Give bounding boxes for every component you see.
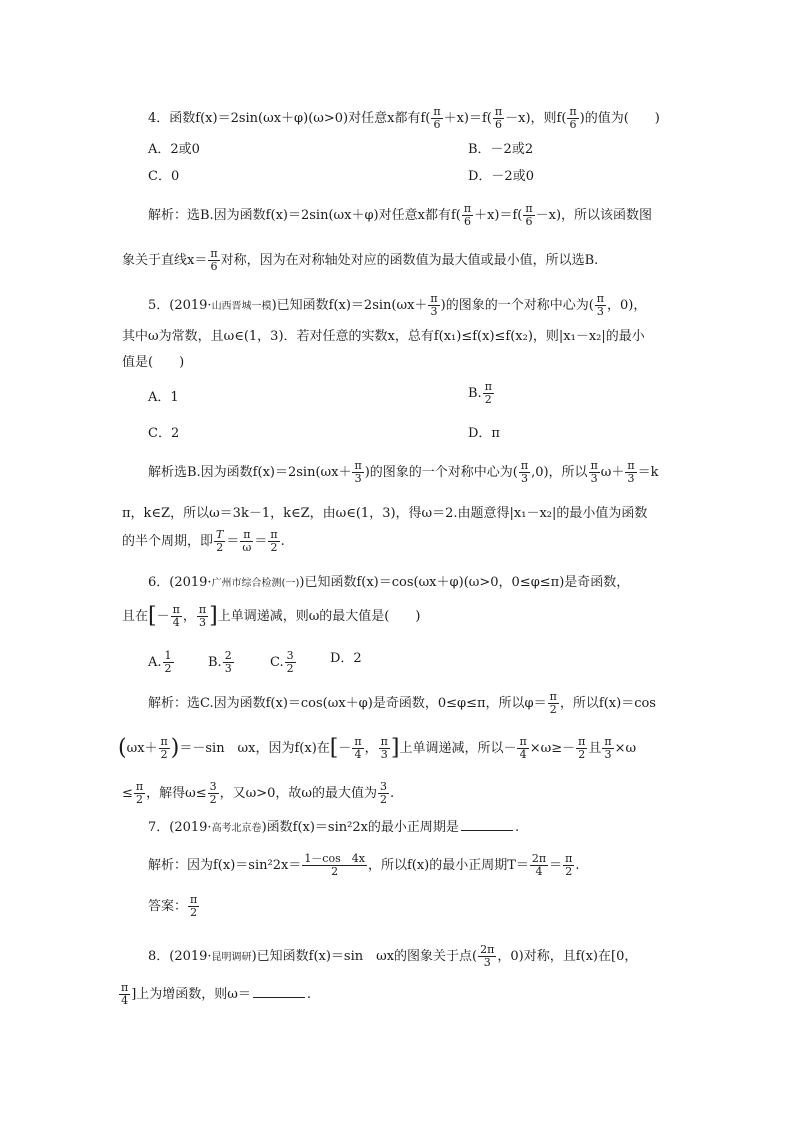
solution-text: 且	[588, 741, 602, 756]
q4-stem-text: )的值为( )	[579, 111, 660, 126]
fraction: $\frac{\pi}{3}$	[430, 292, 438, 318]
stem-text: ，0)，	[607, 298, 647, 313]
q6-solution-line-2	[118, 736, 636, 761]
q6-option-d: D．2	[330, 651, 362, 666]
fraction: $\frac{\pi}{2}$	[190, 893, 198, 919]
q5-solution-line-2: π，k∈Z，所以ω＝3k－1，k∈Z，由ω∈(1，3)，得ω＝2.由题意得|x₁－x₂|的最小值为函数	[122, 506, 648, 521]
solution-text: 解析选B.因为函数f(x)＝2sin(ωx＋	[148, 465, 352, 480]
stem-text: )函数f(x)＝sin²2x的最小正周期是	[261, 820, 459, 835]
stem-text: .	[306, 987, 312, 1002]
q7-solution	[148, 853, 580, 878]
fraction: $\frac{\pi}{2}$	[484, 380, 492, 406]
fraction: $\frac{\pi}{3}$	[198, 603, 207, 629]
fraction: $\frac{\pi}{3}$	[596, 292, 605, 318]
solution-text: ＝	[549, 858, 563, 873]
fraction: $\frac{\pi}{3}$	[380, 735, 388, 761]
solution-text: ＋x)＝f(	[474, 208, 523, 223]
q4-stem-text: f(x)＝2sin(ωx＋φ)(ω>0)对任意x都有f(	[195, 111, 431, 126]
solution-text: ，所以f(x)的最小正周期T＝	[367, 858, 529, 873]
solution-text: ＝	[226, 534, 240, 549]
fraction: $\frac{\pi}{6}$	[463, 202, 472, 228]
source-tag: 高考北京卷	[211, 823, 262, 834]
fraction: $\frac{\pi}{4}$	[354, 735, 362, 761]
fraction: $\frac{3}{2}$	[286, 649, 294, 675]
answer-label: 答案：	[148, 899, 188, 914]
stem-text: )已知函数f(x)＝2sin(ωx＋	[271, 298, 428, 313]
solution-text: 象关于直线x＝	[122, 253, 208, 268]
q5-option-d: D．π	[468, 426, 500, 441]
bracket-left: [	[148, 603, 157, 629]
fraction: $\frac{2\pi}{4}$	[531, 852, 547, 878]
solution-text: .	[390, 786, 395, 801]
source-tag: 广州市综合检测(一)	[211, 578, 300, 589]
q5-option-a: A．1	[148, 390, 179, 405]
q5-stem-line-3: 值是( )	[122, 355, 185, 370]
stem-text: )的图象的一个对称中心为(	[440, 298, 594, 313]
solution-text: ×ω≥－	[529, 741, 576, 756]
fraction: $\frac{\pi}{2}$	[270, 528, 278, 554]
solution-text: ，解得ω≤	[146, 786, 207, 801]
solution-text: )的图象的一个对称中心为(	[364, 465, 518, 480]
solution-text: 解析：选C.因为函数f(x)＝cos(ωx＋φ)是奇函数，0≤φ≤π，所以φ＝	[148, 696, 547, 711]
bracket-left: [	[329, 735, 339, 761]
stem-text: 6．(2019·	[148, 575, 212, 590]
fraction: $\frac{\pi}{2}$	[160, 735, 168, 761]
q6-stem-line-2	[122, 604, 420, 629]
q6-option-a	[148, 650, 175, 675]
solution-text: .	[575, 858, 580, 873]
q6-stem-line-1	[148, 574, 629, 593]
source-tag: 山西晋城一模	[211, 301, 272, 312]
stem-text: 8．(2019·	[148, 949, 212, 964]
fraction: $\frac{\pi}{4}$	[519, 735, 527, 761]
q7-answer	[148, 894, 200, 919]
q5-option-c: C．2	[148, 426, 180, 441]
option-label: A.	[148, 655, 162, 670]
q7-stem	[148, 818, 519, 838]
q5-stem-line-1	[148, 293, 646, 318]
fraction: $\frac{\pi}{6}$	[525, 202, 533, 228]
option-label: B.	[208, 655, 222, 670]
q4-solution-line-1	[148, 203, 652, 228]
solution-text: 解析：因为f(x)＝sin²2x＝	[148, 858, 302, 873]
fraction: $\frac{1-\cos 4x}{2}$	[304, 852, 365, 878]
stem-text: －	[156, 609, 170, 624]
paren-right: )	[170, 735, 180, 761]
q8-stem-line-2	[118, 982, 311, 1007]
solution-text: ，所以f(x)＝cos	[559, 696, 656, 711]
q6-option-b	[208, 650, 235, 675]
solution-text: .	[280, 534, 285, 549]
q5-stem-line-2: 其中ω为常数，且ω∈(1，3)．若对任意的实数x，总有f(x₁)≤f(x)≤f(x₂)，则|x₁－x₂|的最小	[122, 329, 645, 344]
fraction: $\frac{\pi}{3}$	[604, 735, 612, 761]
fraction: $\frac{2}{3}$	[224, 649, 232, 675]
solution-text: ＝－sin ωx，因为f(x)在	[179, 741, 330, 756]
solution-text: ，	[364, 741, 378, 756]
fraction: $\frac{\pi}{4}$	[172, 603, 180, 629]
stem-text: 上单调递减，则ω的最大值是( )	[217, 609, 421, 624]
q4-stem	[148, 106, 660, 131]
q4-solution-line-2	[122, 248, 598, 273]
q8-stem-line-1	[148, 944, 637, 969]
stem-text: .	[514, 820, 520, 835]
solution-text: ，又ω>0，故ω的最大值为	[219, 786, 378, 801]
q6-solution-line-1	[148, 691, 656, 716]
solution-text: ＝k	[637, 465, 659, 480]
stem-text: 且在	[122, 609, 149, 624]
fraction: $\frac{T}{2}$	[216, 528, 224, 554]
q4-option-d: D．－2或0	[468, 169, 534, 184]
fraction: $\frac{\pi}{3}$	[520, 459, 529, 485]
fraction: $\frac{\pi}{3}$	[627, 459, 635, 485]
fraction: $\frac{\pi}{2}$	[565, 852, 573, 878]
solution-text: －x)，所以该函数图	[535, 208, 653, 223]
q4-stem-text: －x)，则f(	[505, 111, 567, 126]
fraction: $\frac{1}{2}$	[164, 649, 172, 675]
fraction: $\frac{3}{2}$	[380, 780, 388, 806]
solution-text: 对称，因为在对称轴处对应的函数值为最大值或最小值，所以选B.	[220, 253, 599, 268]
q5-solution-line-1	[148, 460, 659, 485]
stem-text: ，	[182, 609, 196, 624]
stem-text: 7．(2019·	[148, 820, 212, 835]
answer-blank[interactable]	[461, 818, 513, 831]
q5-option-b	[468, 381, 495, 406]
solution-text: ＝	[254, 534, 268, 549]
answer-blank[interactable]	[253, 985, 305, 998]
fraction: $\frac{\pi}{3}$	[590, 459, 598, 485]
bracket-right: ]	[390, 735, 400, 761]
q4-stem-text: ＋x)＝f(	[443, 111, 492, 126]
stem-text: ]上为增函数，则ω＝	[131, 987, 251, 1002]
fraction: $\frac{2\pi}{3}$	[480, 943, 495, 969]
solution-text: ω＋	[600, 465, 625, 480]
fraction: $\frac{\pi}{6}$	[210, 247, 218, 273]
q6-option-c	[270, 650, 297, 675]
fraction: $\frac{\pi}{2}$	[578, 735, 586, 761]
q6-solution-line-3	[122, 781, 394, 806]
source-tag: 昆明调研	[211, 952, 252, 963]
fraction: $\frac{\pi}{6}$	[569, 105, 577, 131]
solution-text: 解析：选B.因为函数f(x)＝2sin(ωx＋φ)对任意x都有f(	[148, 208, 461, 223]
solution-text: ωx＋	[126, 741, 158, 756]
fraction: $\frac{\pi}{3}$	[354, 459, 362, 485]
fraction: $\frac{\pi}{2}$	[549, 690, 557, 716]
stem-text: )已知函数f(x)＝cos(ωx＋φ)(ω>0，0≤φ≤π)是奇函数，	[299, 575, 630, 590]
fraction: $\frac{\pi}{\omega}$	[242, 528, 252, 554]
fraction: $\frac{\pi}{6}$	[433, 105, 441, 131]
q4-option-a: A．2或0	[148, 142, 200, 157]
q4-option-c: C．0	[148, 169, 180, 184]
solution-text: －	[338, 741, 352, 756]
fraction: $\frac{3}{2}$	[209, 780, 217, 806]
solution-text: 的半个周期，即	[122, 534, 214, 549]
solution-text: 上单调递减，所以－	[399, 741, 517, 756]
fraction: $\frac{\pi}{2}$	[135, 780, 144, 806]
stem-text: ，0)对称，且f(x)在[0，	[497, 949, 638, 964]
paren-left: (	[118, 735, 127, 761]
solution-text: ≤	[122, 786, 133, 801]
stem-text: 5．(2019·	[148, 298, 212, 313]
option-label: C.	[270, 655, 284, 670]
option-label: B.	[468, 386, 482, 401]
q4-stem-text: 4．函数	[148, 111, 196, 126]
stem-text: )已知函数f(x)＝sin ωx的图象关于点(	[251, 949, 478, 964]
q5-solution-line-3	[122, 529, 285, 554]
fraction: $\frac{\pi}{4}$	[121, 981, 129, 1007]
fraction: $\frac{\pi}{6}$	[494, 105, 503, 131]
solution-text: ×ω	[614, 741, 637, 756]
q4-option-b: B．－2或2	[468, 142, 534, 157]
solution-text: ,0)，所以	[531, 465, 588, 480]
bracket-right: ]	[209, 603, 218, 629]
